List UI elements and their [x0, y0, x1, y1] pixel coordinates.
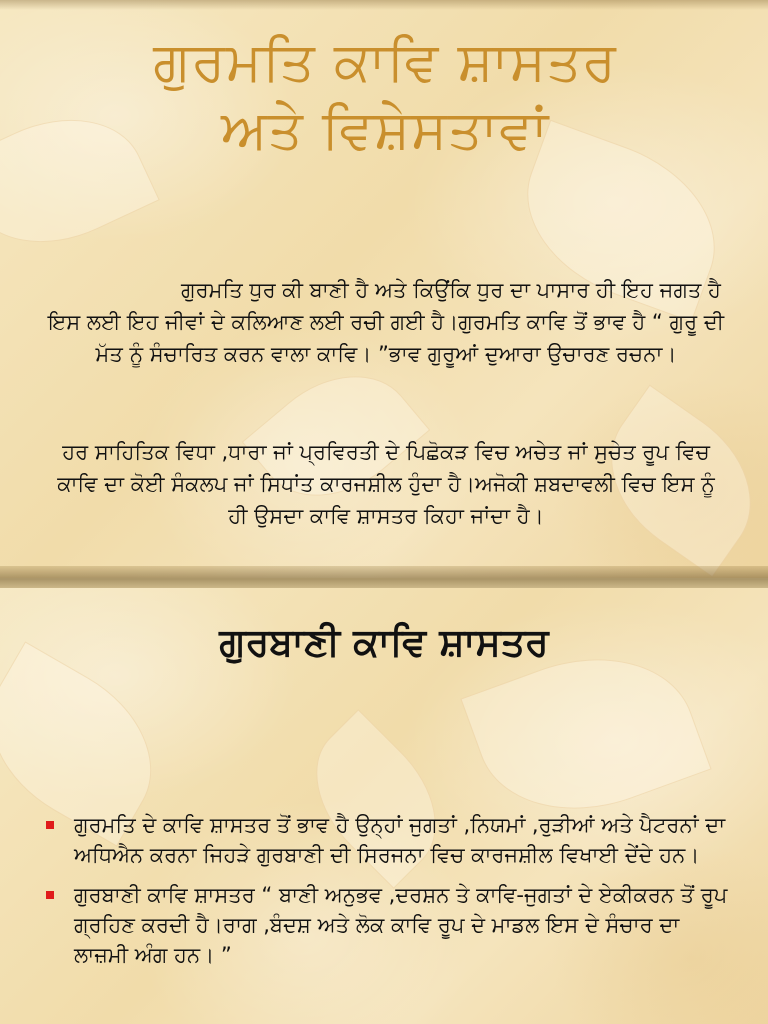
bullet-square-icon — [46, 821, 54, 829]
bullet-list — [40, 810, 730, 980]
bullet-text: ਗੁਰਬਾਣੀ ਕਾਵਿ ਸ਼ਾਸਤਰ “ ਬਾਣੀ ਅਨੁਭਵ ,ਦਰਸ਼ਨ ਤੇ ਕਾਵਿ-ਜੁਗਤਾਂ ਦੇ ਏਕੀਕਰਨ ਤੋਂ ਰੂਪ ਗ੍ਰਹਿਣ ਕਰਦੀ ਹੈ।ਰਾਗ ,ਬੰਦਸ਼ ਅਤੇ ਲੋਕ ਕਾਵਿ ਰੂਪ ਦੇ ਮਾਡਲ ਇਸ ਦੇ ਸੰਚਾਰ ਦਾ ਲਾਜ਼ਮੀ ਅੰਗ ਹਨ। ” — [74, 883, 728, 967]
slide-1-title-line-1: ਗੁਰਮਤਿ ਕਾਵਿ ਸ਼ਾਸਤਰ — [153, 30, 617, 93]
list-item — [40, 810, 730, 870]
slide-top-shadow — [0, 0, 768, 10]
slide-1-title-line-2: ਅਤੇ ਵਿਸ਼ੇਸਤਾਵਾਂ — [220, 98, 550, 161]
slide-1-title — [40, 28, 730, 164]
list-item — [40, 880, 730, 970]
bullet-square-icon — [46, 891, 54, 899]
paragraph-poetics-concept: ਹਰ ਸਾਹਿਤਿਕ ਵਿਧਾ ,ਧਾਰਾ ਜਾਂ ਪ੍ਰਵਿਰਤੀ ਦੇ ਪਿਛੋਕੜ ਵਿਚ ਅਚੇਤ ਜਾਂ ਸੁਚੇਤ ਰੂਪ ਵਿਚ ਕਾਵਿ ਦਾ ਕੋਈ ਸੰਕਲਪ ਜਾਂ ਸਿਧਾਂਤ ਕਾਰਜਸ਼ੀਲ ਹੁੰਦਾ ਹੈ।ਅਜੋਕੀ ਸ਼ਬਦਾਵਲੀ ਵਿਚ ਇਸ ਨੂੰ ਹੀ ਉਸਦਾ ਕਾਵਿ ਸ਼ਾਸਤਰ ਕਿਹਾ ਜਾਂਦਾ ਹੈ। — [57, 440, 715, 528]
paragraph-gurmat-definition: ਗੁਰਮਤਿ ਧੁਰ ਕੀ ਬਾਣੀ ਹੈ ਅਤੇ ਕਿਉਂਕਿ ਧੁਰ ਦਾ ਪਾਸਾਰ ਹੀ ਇਹ ਜਗਤ ਹੈ ਇਸ ਲਈ ਇਹ ਜੀਵਾਂ ਦੇ ਕਲਿਆਣ ਲਈ ਰਚੀ ਗਈ ਹੈ।ਗੁਰਮਤਿ ਕਾਵਿ ਤੋਂ ਭਾਵ ਹੈ “ ਗੁਰੂ ਦੀ ਮੱਤ ਨੂੰ ਸੰਚਾਰਿਤ ਕਰਨ ਵਾਲਾ ਕਾਵਿ। ”ਭਾਵ ਗੁਰੂਆਂ ਦੁਆਰਾ ਉਚਾਰਣ ਰਚਨਾ। — [48, 278, 725, 366]
slide-2-title: ਗੁਰਬਾਣੀ ਕਾਵਿ ਸ਼ਾਸਤਰ — [219, 620, 549, 664]
slide-2 — [0, 588, 768, 1024]
bullet-text: ਗੁਰਮਤਿ ਦੇ ਕਾਵਿ ਸ਼ਾਸਤਰ ਤੋਂ ਭਾਵ ਹੈ ਉਨ੍ਹਾਂ ਜੁਗਤਾਂ ,ਨਿਯਮਾਂ ,ਰੁੜੀਆਂ ਅਤੇ ਪੈਟਰਨਾਂ ਦਾ ਅਧਿਐਨ ਕਰਨਾ ਜਿਹੜੇ ਗੁਰਬਾਣੀ ਦੀ ਸਿਰਜਨਾ ਵਿਚ ਕਾਰਜਸ਼ੀਲ ਵਿਖਾਈ ਦੇਂਦੇ ਹਨ। — [74, 813, 726, 867]
